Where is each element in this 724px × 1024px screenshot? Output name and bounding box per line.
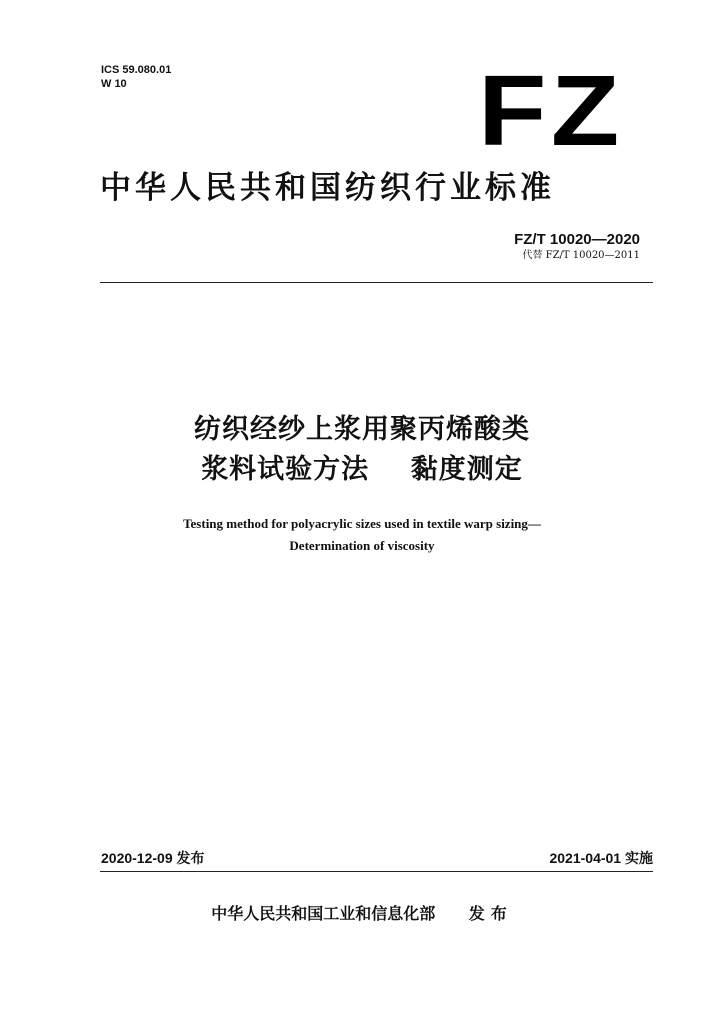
- fz-logo: FZ: [478, 55, 624, 167]
- english-title-line-1: Testing method for polyacrylic sizes used in textile warp sizing—: [183, 516, 541, 531]
- standard-number: FZ/T 10020—2020: [514, 231, 640, 248]
- top-divider: [100, 282, 653, 283]
- industry-standard-title: 中华人民共和国纺织行业标准: [100, 170, 555, 206]
- issue-date: 2020-12-09 发布: [101, 850, 205, 866]
- issuing-authority: [0, 903, 724, 925]
- implementation-date: 2021-04-01 实施: [549, 850, 653, 866]
- issuer-action: 发布: [468, 904, 513, 923]
- ics-code: ICS 59.080.01: [101, 64, 172, 76]
- chinese-title-line-1: 纺织经纱上浆用聚丙烯酸类: [194, 414, 530, 445]
- issuer-name: 中华人民共和国工业和信息化部: [211, 904, 436, 923]
- english-title-line-2: Determination of viscosity: [289, 538, 435, 553]
- bottom-divider: [100, 871, 653, 872]
- ccs-code: W 10: [101, 78, 127, 90]
- replaces-standard: 代替 FZ/T 10020—2011: [522, 250, 640, 261]
- chinese-title-line-2: 浆料试验方法 黏度测定: [201, 454, 523, 485]
- classification-codes: [101, 63, 171, 91]
